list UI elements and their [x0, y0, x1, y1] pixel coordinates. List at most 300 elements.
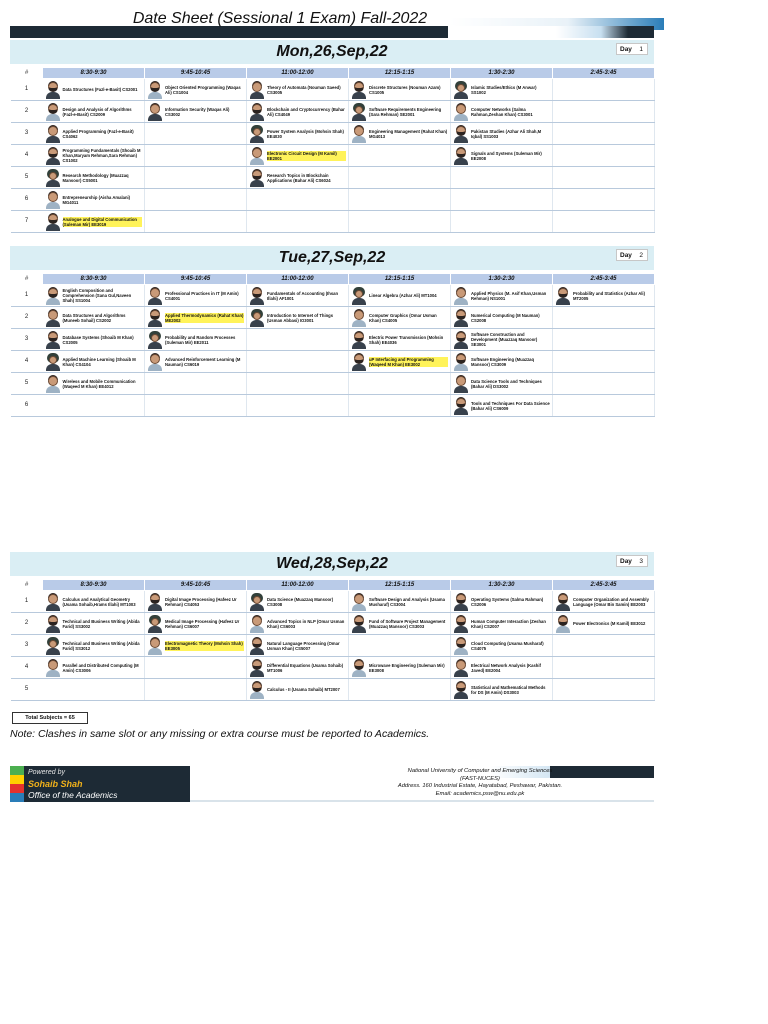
course-text: Islamic Studies/Ethics (M Anwar) SS1002	[471, 84, 537, 95]
exam-cell	[349, 189, 451, 211]
exam-cell	[43, 591, 145, 613]
instructor-photo	[45, 169, 61, 187]
course-text: Natural Language Processing (Omar Usman Khan) CS5007	[267, 640, 340, 651]
table-row	[11, 679, 655, 701]
table-row	[11, 613, 655, 635]
instructor-photo	[45, 191, 61, 209]
exam-cell	[43, 657, 145, 679]
row-number: 4	[11, 351, 43, 373]
exam-cell	[451, 167, 553, 189]
course-text: Calculus - II (Usama Sohaib) MT2007	[267, 687, 340, 692]
exam-cell	[349, 613, 451, 635]
course-text: Database Systems (Shoaib M Khan) CS2005	[62, 334, 134, 345]
instructor-photo	[45, 125, 61, 143]
exam-cell	[349, 101, 451, 123]
exam-cell	[43, 79, 145, 101]
course-text: Calculus and Analytical Geometry (Usama Sohaib,Hrams Illahi) MT1003	[62, 596, 136, 607]
instructor-photo	[351, 593, 367, 611]
exam-cell	[145, 395, 247, 417]
exam-cell	[247, 123, 349, 145]
instructor-photo	[351, 125, 367, 143]
exam-cell	[247, 635, 349, 657]
course-text: Advanced Reinforcement Learning (M Nauman) CS6019	[165, 356, 241, 367]
highlighted-course-text: Electronic Circuit Design (M Kamil) EE2001	[267, 151, 346, 161]
instructor-photo	[45, 287, 61, 305]
exam-cell	[43, 123, 145, 145]
day-block-mon	[10, 40, 654, 233]
course-text: Electrical Network Analysis (Kashif Javed) EE2004	[471, 662, 541, 673]
exam-cell	[43, 613, 145, 635]
time-slot-header: 9:45-10:45	[145, 68, 247, 79]
instructor-photo	[45, 615, 61, 633]
table-row	[11, 351, 655, 373]
instructor-photo	[249, 637, 265, 655]
author-name: Sohaib Shah	[28, 779, 83, 789]
instructor-photo	[453, 637, 469, 655]
course-text: Statistical and Mathematical Methods for DS (M Amin) DS3003	[471, 684, 546, 695]
exam-cell	[451, 591, 553, 613]
address-line: Address. 160 Industrial Estate, Hayatabad, Peshawar, Pakistan.	[397, 783, 563, 789]
instructor-photo	[147, 615, 163, 633]
footer-line	[190, 800, 654, 802]
exam-cell	[553, 211, 655, 233]
course-text: Data Science Tools and Techniques (Bahar Ali) DS3002	[471, 378, 542, 389]
course-text: Probability and Random Processes (Suleman Mir) EE2011	[165, 334, 236, 345]
instructor-photo	[351, 659, 367, 677]
exam-cell	[145, 351, 247, 373]
exam-cell	[451, 285, 553, 307]
exam-cell	[553, 189, 655, 211]
course-text: Cloud Computing (Usama Musharaf) CS4075	[471, 640, 544, 651]
exam-cell	[553, 307, 655, 329]
course-text: Power System Analysis (Mohsin Shah) EE4030	[267, 128, 344, 139]
time-slot-header: 9:45-10:45	[145, 274, 247, 285]
course-text: Electric Power Transmission (Mohsin Shah) EE4036	[369, 334, 444, 345]
exam-cell	[553, 657, 655, 679]
course-text: Software Design and Analysis (Usama Musharaf) CS3004	[369, 596, 445, 607]
instructor-photo	[453, 81, 469, 99]
day-label: Day	[620, 252, 632, 259]
email-line: Email: academics.psw@nu.edu.pk	[435, 790, 525, 797]
exam-cell	[349, 679, 451, 701]
course-text: Fund of Software Project Management (Muazzaq Mansoor) CS3003	[369, 618, 446, 629]
exam-cell	[247, 613, 349, 635]
row-number: 2	[11, 307, 43, 329]
row-number: 7	[11, 211, 43, 233]
exam-cell	[349, 123, 451, 145]
course-text: Object Oriented Programming (Waqas Ali) CS1004	[165, 84, 241, 95]
time-slot-header: 2:45-3:45	[553, 580, 655, 591]
table-row	[11, 285, 655, 307]
exam-cell	[145, 211, 247, 233]
exam-cell	[553, 373, 655, 395]
exam-cell	[553, 613, 655, 635]
course-text: Advanced Topics in NLP (Omar Usman Khan) CS6003	[267, 618, 345, 629]
exam-cell	[247, 591, 349, 613]
instructor-photo	[45, 353, 61, 371]
course-text: Power Electronics (M Kamil) EE3012	[573, 621, 646, 626]
course-text: Software Engineering (Muazzaq Mansoor) CS3009	[471, 356, 535, 367]
total-subjects-box: Total Subjects = 65	[12, 712, 88, 724]
instructor-photo	[453, 659, 469, 677]
row-number: 3	[11, 635, 43, 657]
course-text: Operating Systems (Salma Rahman) CS2006	[471, 596, 544, 607]
table-row	[11, 657, 655, 679]
day-date: Mon,26,Sep,22	[276, 43, 388, 60]
time-slot-header: 9:45-10:45	[145, 580, 247, 591]
exam-cell	[145, 307, 247, 329]
exam-cell	[451, 351, 553, 373]
time-slot-header: 11:00-12:00	[247, 274, 349, 285]
instructor-photo	[249, 309, 265, 327]
time-slot-header: 12:15-1:15	[349, 274, 451, 285]
time-slot-header: 11:00-12:00	[247, 580, 349, 591]
course-text: Information Security (Waqas Ali) CS3002	[165, 106, 230, 117]
day-number: 1	[639, 46, 643, 53]
instructor-photo	[45, 331, 61, 349]
row-number: 4	[11, 145, 43, 167]
instructor-photo	[249, 615, 265, 633]
exam-cell	[247, 101, 349, 123]
instructor-photo	[453, 353, 469, 371]
table-row	[11, 373, 655, 395]
exam-cell	[247, 329, 349, 351]
time-slot-header: 1:30-2:30	[451, 68, 553, 79]
exam-cell	[349, 79, 451, 101]
time-slot-header: 2:45-3:45	[553, 274, 655, 285]
instructor-photo	[45, 375, 61, 393]
instructor-photo	[249, 287, 265, 305]
exam-cell	[145, 167, 247, 189]
course-text: Wireless and Mobile Communication (Waqeed M Khan) EE4012	[62, 378, 136, 389]
day-date: Wed,28,Sep,22	[276, 555, 388, 572]
day-title	[10, 40, 654, 64]
time-slot-header: 8:30-9:30	[43, 274, 145, 285]
course-text: Computer Graphics (Omar Usman Khan) CS4005	[369, 312, 437, 323]
course-text: Research Methodology (Muazzaq Mansoor) CS5001	[62, 172, 129, 183]
row-number: 1	[11, 79, 43, 101]
exam-cell	[451, 145, 553, 167]
row-number: 5	[11, 373, 43, 395]
exam-cell	[553, 351, 655, 373]
row-number: 6	[11, 189, 43, 211]
exam-cell	[145, 189, 247, 211]
exam-cell	[247, 307, 349, 329]
exam-cell	[349, 211, 451, 233]
instructor-photo	[147, 81, 163, 99]
exam-cell	[349, 657, 451, 679]
instructor-photo	[351, 353, 367, 371]
exam-cell	[553, 329, 655, 351]
exam-cell	[349, 307, 451, 329]
day-date: Tue,27,Sep,22	[278, 249, 386, 266]
exam-cell	[43, 189, 145, 211]
instructor-photo	[45, 637, 61, 655]
exam-cell	[247, 285, 349, 307]
index-header: #	[11, 68, 43, 79]
instructor-photo	[249, 681, 265, 699]
exam-cell	[553, 145, 655, 167]
instructor-photo	[249, 169, 265, 187]
exam-cell	[43, 167, 145, 189]
row-number: 4	[11, 657, 43, 679]
exam-cell	[553, 679, 655, 701]
exam-cell	[43, 211, 145, 233]
instructor-photo	[453, 593, 469, 611]
course-text: Engineering Management (Rahat Khan) MG4013	[369, 128, 448, 139]
table-row	[11, 101, 655, 123]
instructor-photo	[45, 309, 61, 327]
course-text: Programming Fundamentals (Shoaib M Khan,Maryam Rehman,Sara Rehman) CS1002	[62, 148, 141, 163]
exam-cell	[451, 679, 553, 701]
time-slot-header: 8:30-9:30	[43, 580, 145, 591]
index-header: #	[11, 580, 43, 591]
course-text: Medical Image Processing (Hafeez Ur Rehman) CS6007	[165, 618, 240, 629]
course-text: Data Structures (Fazl-e-Basit) CS2001	[62, 87, 138, 92]
exam-cell	[553, 101, 655, 123]
exam-cell	[349, 351, 451, 373]
course-text: Pakistan Studies (Azhar Ali Shah,M Iqbal) SS1003	[471, 128, 542, 139]
instructor-photo	[147, 593, 163, 611]
course-text: Digital Image Processing (Hafeez Ur Rehman) CS4053	[165, 596, 237, 607]
instructor-photo	[555, 615, 571, 633]
university-address	[370, 768, 590, 798]
exam-cell	[145, 613, 247, 635]
course-text: Computer Organization and Assembly Language (Omar Bin Samin) EE2003	[573, 596, 649, 607]
table-row	[11, 79, 655, 101]
day-block-wed	[10, 552, 654, 701]
exam-cell	[451, 373, 553, 395]
instructor-photo	[249, 147, 265, 165]
exam-cell	[145, 635, 247, 657]
time-slot-header: 12:15-1:15	[349, 68, 451, 79]
highlighted-course-text: uP Interfacing and Programming (Waqeed M Khan) EE3002	[369, 357, 448, 367]
exam-cell	[247, 351, 349, 373]
exam-cell	[553, 591, 655, 613]
instructor-photo	[453, 287, 469, 305]
exam-cell	[247, 373, 349, 395]
day-number: 2	[639, 252, 643, 259]
instructor-photo	[453, 375, 469, 393]
exam-cell	[247, 679, 349, 701]
exam-cell	[145, 329, 247, 351]
exam-cell	[43, 285, 145, 307]
exam-cell	[43, 145, 145, 167]
table-row	[11, 189, 655, 211]
instructor-photo	[147, 309, 163, 327]
course-text: English Composition and Comprehension (Sana Gul,Naveen Shah) SS1004	[62, 288, 132, 303]
table-row	[11, 211, 655, 233]
day-title	[10, 246, 654, 270]
instructor-photo	[45, 593, 61, 611]
footer	[10, 766, 654, 802]
index-header: #	[11, 274, 43, 285]
course-text: Theory of Automata (Nouman Saeed) CS3005	[267, 84, 341, 95]
exam-cell	[145, 79, 247, 101]
powered-by-label: Powered by	[28, 769, 65, 776]
instructor-photo	[453, 681, 469, 699]
exam-cell	[247, 145, 349, 167]
course-text: Microwave Engineering (Suleman Mir) EE3008	[369, 662, 445, 673]
course-text: Entrepreneurship (Aisha Amalani) MG4011	[62, 194, 131, 205]
exam-cell	[145, 123, 247, 145]
instructor-photo	[249, 81, 265, 99]
instructor-photo	[45, 659, 61, 677]
row-number: 3	[11, 123, 43, 145]
exam-cell	[349, 145, 451, 167]
course-text: Design and Analysis of Algorithms (Fazl-e-Basit) CS2009	[62, 106, 132, 117]
row-number: 5	[11, 167, 43, 189]
exam-cell	[145, 285, 247, 307]
course-text: Introduction to Internet of Things (Usman Abbasi) IO3001	[267, 312, 334, 323]
exam-cell	[553, 123, 655, 145]
instructor-photo	[147, 637, 163, 655]
university-short: (FAST-NUCES)	[460, 775, 500, 782]
schedule-table	[10, 273, 655, 417]
exam-cell	[349, 591, 451, 613]
course-text: Linear Algebra (Azhar Ali) MT1004	[369, 293, 437, 298]
course-text: Technical and Business Writing (Abida Farid) SS3002	[62, 618, 140, 629]
course-text: Applied Physics (M. Asif Khan,Usman Rehman) NS1001	[471, 290, 547, 301]
day-number-badge	[616, 555, 648, 567]
exam-cell	[247, 395, 349, 417]
exam-cell	[451, 613, 553, 635]
course-text: Parallel and Distributed Computing (M Amin) CS3006	[62, 662, 139, 673]
course-text: Discrete Structures (Nouman Azam) CS1005	[369, 84, 441, 95]
exam-cell	[145, 145, 247, 167]
row-number: 1	[11, 591, 43, 613]
exam-cell	[451, 101, 553, 123]
exam-cell	[247, 657, 349, 679]
instructor-photo	[453, 331, 469, 349]
day-number-badge	[616, 43, 648, 55]
university-name: National University of Computer and Emerging Sciences	[407, 768, 553, 774]
instructor-photo	[147, 287, 163, 305]
course-text: Applied Machine Learning (Shoaib M Khan) CS4104	[62, 356, 136, 367]
exam-cell	[349, 635, 451, 657]
exam-cell	[451, 211, 553, 233]
course-text: Human Computer Interaction (Zeshan Khan) CS2007	[471, 618, 546, 629]
table-row	[11, 167, 655, 189]
row-number: 5	[11, 679, 43, 701]
instructor-photo	[45, 81, 61, 99]
exam-cell	[43, 373, 145, 395]
time-slot-header: 1:30-2:30	[451, 580, 553, 591]
instructor-photo	[453, 103, 469, 121]
course-text: Data Science (Muazzaq Mansoor) CS3008	[267, 596, 334, 607]
day-title	[10, 552, 654, 576]
exam-cell	[43, 635, 145, 657]
exam-cell	[451, 79, 553, 101]
row-number: 6	[11, 395, 43, 417]
course-text: Tools and Techniques For Data Science (Bahar Ali) CS6009	[471, 400, 550, 411]
course-text: Research Topics in Blockchain Applications (Bahar Ali) CS6024	[267, 172, 331, 183]
slot-header-row	[11, 68, 655, 79]
exam-cell	[43, 351, 145, 373]
instructor-photo	[147, 103, 163, 121]
instructor-photo	[555, 287, 571, 305]
instructor-photo	[45, 213, 61, 231]
exam-cell	[451, 329, 553, 351]
exam-cell	[145, 591, 247, 613]
slot-header-row	[11, 274, 655, 285]
instructor-photo	[249, 659, 265, 677]
instructor-photo	[453, 147, 469, 165]
course-text: Probability and Statistics (Azhar Ali) MT2005	[573, 290, 645, 301]
schedule-table	[10, 67, 655, 233]
exam-cell	[553, 635, 655, 657]
row-number: 3	[11, 329, 43, 351]
instructor-photo	[351, 287, 367, 305]
time-slot-header: 8:30-9:30	[43, 68, 145, 79]
exam-cell	[553, 285, 655, 307]
exam-cell	[553, 167, 655, 189]
exam-cell	[247, 167, 349, 189]
exam-cell	[247, 211, 349, 233]
day-label: Day	[620, 46, 632, 53]
instructor-photo	[249, 125, 265, 143]
exam-cell	[451, 189, 553, 211]
exam-cell	[43, 307, 145, 329]
course-text: Blockchain and Cryptocurrency (Bahar Ali) CS4049	[267, 106, 345, 117]
course-text: Data Structures and Algorithms (Muneeb Sohail) CS2002	[62, 312, 126, 323]
exam-cell	[349, 395, 451, 417]
exam-cell	[247, 189, 349, 211]
instructor-photo	[351, 309, 367, 327]
exam-cell	[43, 395, 145, 417]
page-title: Date Sheet (Sessional 1 Exam) Fall-2022	[132, 10, 428, 27]
instructor-photo	[249, 593, 265, 611]
slot-header-row	[11, 580, 655, 591]
exam-cell	[247, 79, 349, 101]
course-text: Computer Networks (Salma Rahman,Zeshan Khan) CS3001	[471, 106, 533, 117]
course-text: Numerical Computing (M Nauman) CS2008	[471, 312, 540, 323]
course-text: Applied Programming (Fazl-e-Basit) CS4062	[62, 128, 134, 139]
table-row	[11, 635, 655, 657]
instructor-photo	[351, 615, 367, 633]
exam-cell	[145, 373, 247, 395]
exam-cell	[451, 123, 553, 145]
time-slot-header: 2:45-3:45	[553, 68, 655, 79]
instructor-photo	[147, 353, 163, 371]
table-row	[11, 145, 655, 167]
time-slot-header: 12:15-1:15	[349, 580, 451, 591]
highlighted-course-text: Applied Thermodynamics (Rahat Khan) ME2002	[165, 312, 244, 323]
exam-cell	[451, 635, 553, 657]
row-number: 2	[11, 613, 43, 635]
day-number-badge	[616, 249, 648, 261]
page-header	[10, 8, 654, 38]
exam-cell	[451, 657, 553, 679]
row-number: 2	[11, 101, 43, 123]
instructor-photo	[351, 103, 367, 121]
highlighted-course-text: Analogue and Digital Communication (Suleman Mir) EE3019	[63, 217, 143, 227]
exam-cell	[553, 79, 655, 101]
instructor-photo	[45, 147, 61, 165]
course-text: Signals and Systems (Suleman Mir) EE2008	[471, 150, 542, 161]
exam-cell	[349, 329, 451, 351]
table-row	[11, 329, 655, 351]
table-row	[11, 307, 655, 329]
instructor-photo	[147, 331, 163, 349]
instructor-photo	[249, 103, 265, 121]
exam-cell	[349, 373, 451, 395]
exam-cell	[145, 679, 247, 701]
exam-cell	[145, 101, 247, 123]
table-row	[11, 395, 655, 417]
day-block-tue	[10, 246, 654, 417]
course-text: Software Requirements Engineering (Sara Rehman) SE2001	[369, 106, 442, 117]
